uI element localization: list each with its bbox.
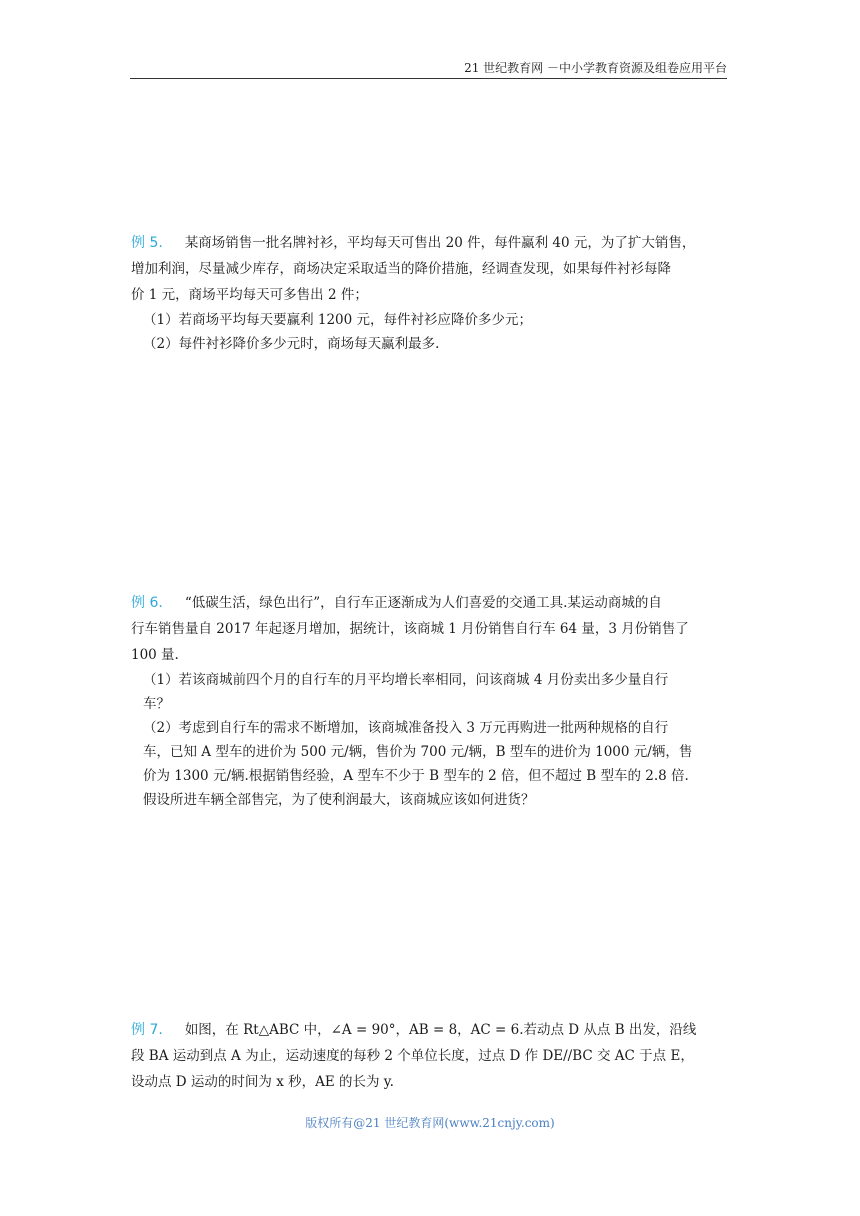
page-header: 21 世纪教育网 －中小学教育资源及组卷应用平台 [130,60,727,79]
example-6-question-1-line-2: 车？ [143,696,170,712]
example-7-intro [131,1017,741,1043]
example-5-line-1: 某商场销售一批名牌衬衫，平均每天可售出 20 件，每件赢利 40 元，为了扩大销售， [184,235,696,251]
example-6-question-1-line-1: （1）若该商城前四个月的自行车的月平均增长率相同，问该商城 4 月份卖出多少量自行 [143,672,669,688]
example-6-question-2-line-2: 车，已知 A 型车的进价为 500 元/辆，售价为 700 元/辆，B 型车的进价为 1000 元/辆，售 [143,744,693,760]
example-5-question-1: （1）若商场平均每天要赢利 1200 元，每件衬衫应降价多少元； [143,312,533,328]
example-6-label: 例 6. [131,595,163,611]
example-6-line-1: “低碳生活，绿色出行”，自行车正逐渐成为人们喜爱的交通工具.某运动商城的自 [184,595,662,611]
example-6-intro [131,590,741,616]
example-6-line-3: 100 量. [131,647,179,663]
example-5 [131,230,741,356]
example-7 [131,1017,741,1095]
example-5-label: 例 5. [131,235,163,251]
example-7-label: 例 7. [131,1022,163,1038]
example-6-question-2-line-3: 价为 1300 元/辆.根据销售经验，A 型车不少于 B 型车的 2 倍，但不超过 B 型车的 2.8 倍. [143,768,689,784]
example-7-line-3: 设动点 D 运动的时间为 x 秒，AE 的长为 y. [131,1074,394,1090]
example-5-line-2: 增加利润，尽量减少库存，商场决定采取适当的降价措施，经调查发现，如果每件衬衫每降 [131,261,671,277]
example-5-question-2: （2）每件衬衫降价多少元时，商场每天赢利最多. [143,336,440,352]
example-5-line-3: 价 1 元，商场平均每天可多售出 2 件； [131,287,368,303]
example-7-line-1: 如图，在 Rt△ABC 中，∠A = 90°，AB = 8，AC = 6.若动点 D 从点 B 出发，沿线 [184,1022,697,1038]
example-7-line-2: 段 BA 运动到点 A 为止，运动速度的每秒 2 个单位长度，过点 D 作 DE//BC 交 AC 于点 E， [131,1048,694,1064]
example-5-intro [131,230,741,256]
example-6 [131,590,741,812]
page-footer: 版权所有@21 世纪教育网(www.21cnjy.com) [305,1116,555,1130]
example-6-question-2-line-1: （2）考虑到自行车的需求不断增加，该商城准备投入 3 万元再购进一批两种规格的自行 [143,720,669,736]
example-6-line-2: 行车销售量自 2017 年起逐月增加，据统计，该商城 1 月份销售自行车 64 量，3 月份销售了 [131,621,689,637]
example-6-question-2-line-4: 假设所进车辆全部售完，为了使利润最大，该商城应该如何进货？ [143,792,535,808]
